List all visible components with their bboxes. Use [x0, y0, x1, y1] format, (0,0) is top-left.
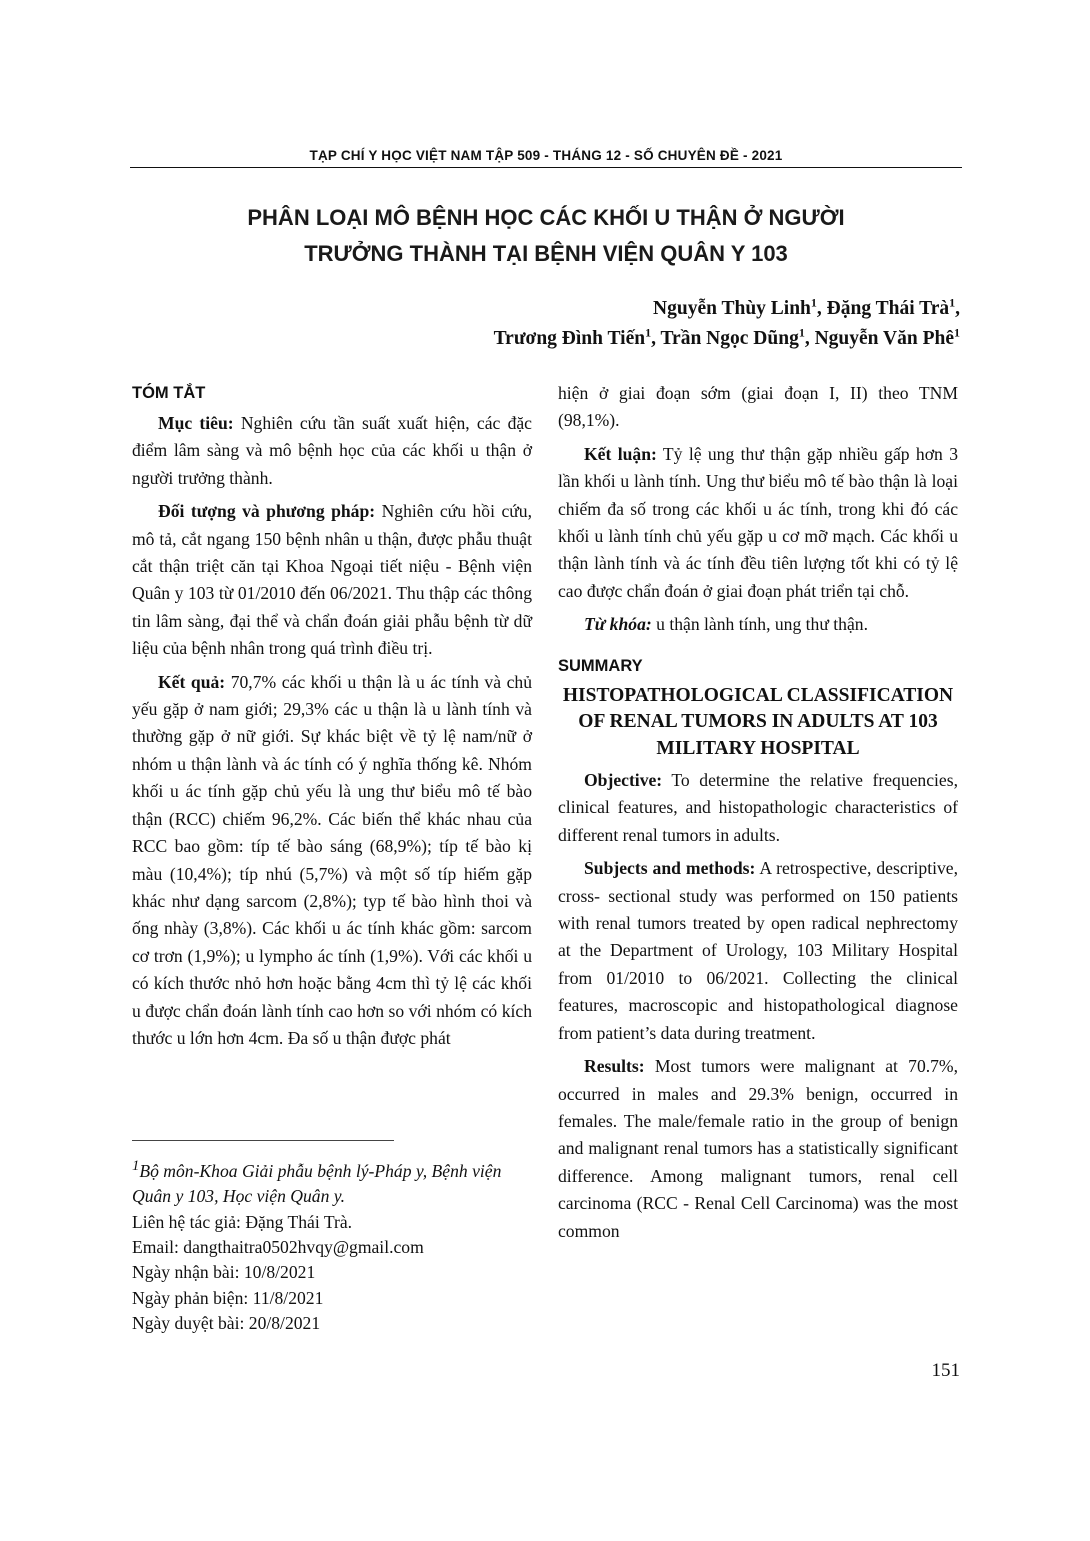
author-line-1 [300, 294, 960, 324]
results-text: 70,7% các khối u thận là u ác tính và chủ yếu gặp ở nam giới; 29,3% các u thận là u lành tính và thường gặp ở nữ giới. Sự khác biệt về tỷ lệ nam/nữ ở nhóm u thận lành và ác tính có ý nghĩa thống kê. Nhóm khối u ác tính gặp chủ yếu là ung thư biểu mô tế bào thận (RCC) chiếm 96,2%. Các biến thể khác nhau của RCC bao gồm: típ tế bào sáng (68,9%); típ tế bào kị màu (10,4%); típ nhú (5,7%) và một số típ hiếm gặp khác như dạng sarcom (2,8%); typ tế bào hình thoi và ống nhày (3,8%). Các khối u ác tính khác gồm: sarcom cơ trơn (1,9%); u lympho ác tính (1,9%). Với các khối u có kích thước nhỏ hơn hoặc bằng 4cm thì tỷ lệ các khối u được chẩn đoán lành tính cao hơn so với nhóm có kích thước u lớn hơn 4cm. Đa số u thận được phát [132, 671, 532, 1048]
author-name: Nguyễn Văn Phê [814, 328, 954, 349]
affiliation-mark: 1 [645, 325, 652, 340]
author-separator: , [651, 328, 661, 349]
summary-methods-text: A retrospective, descriptive, cross- sectional study was performed on 150 patients with renal tumors treated by open radical nephrectomy at the Department of Urology, 103 Military Hospital from 01/2010 to 06/2021. Collecting the clinical features, macroscopic and histopathological diagnose from patient’s data during treatment. [558, 858, 958, 1043]
title-line-1: PHÂN LOẠI MÔ BỆNH HỌC CÁC KHỐI U THẬN Ở NGƯỜI [247, 205, 845, 230]
date-reviewed: Ngày phản biện: 11/8/2021 [132, 1287, 324, 1308]
affiliation-mark: 1 [132, 1158, 140, 1174]
affiliation-mark: 1 [810, 295, 817, 310]
contact-author: Liên hệ tác giả: Đặng Thái Trà. [132, 1211, 353, 1232]
keywords-text: u thận lành tính, ung thư thận. [651, 614, 868, 635]
methods-label: Đối tượng và phương pháp: [158, 501, 376, 522]
summary-objective-paragraph [558, 767, 958, 849]
abstract-heading: TÓM TẮT [132, 384, 206, 402]
left-column [132, 380, 532, 1058]
title-line-2: TRƯỞNG THÀNH TẠI BỆNH VIỆN QUÂN Y 103 [304, 241, 788, 266]
header-rule [130, 167, 962, 168]
date-received: Ngày nhận bài: 10/8/2021 [132, 1262, 316, 1283]
results-label: Kết quả: [158, 671, 226, 692]
affiliation-mark: 1 [954, 325, 960, 340]
contact-email: Email: dangthaitra0502hvqy@gmail.com [132, 1237, 424, 1258]
article-title [130, 200, 962, 272]
conclusion-label: Kết luận: [584, 443, 657, 464]
author-list [300, 294, 960, 354]
summary-methods-paragraph [558, 855, 958, 1047]
objective-label: Mục tiêu: [158, 413, 234, 433]
summary-results-label: Results: [584, 1056, 645, 1077]
summary-objective-text: To determine the relative frequencies, clinical features, and histopathologic characteristics of different renal tumors in adults. [558, 770, 958, 845]
author-separator: , [816, 298, 827, 319]
keywords-label: Từ khóa: [584, 614, 652, 635]
methods-paragraph [132, 498, 532, 662]
summary-results-text: Most tumors were malignant at 70.7%, occurred in males and 29.3% benign, occurred in females. The male/female ratio in the group of benign and malignant renal tumors has a statistically significant difference. Among malignant tumors, renal cell carcinoma (RCC - Renal Cell Carcinoma) was the most common [558, 1056, 958, 1241]
date-accepted: Ngày duyệt bài: 20/8/2021 [132, 1313, 321, 1334]
summary-objective-label: Objective: [584, 770, 663, 791]
keywords-paragraph [558, 611, 958, 638]
objective-text: Nghiên cứu tần suất xuất hiện, các đặc điểm lâm sàng và mô bệnh học của các khối u thận ở người trưởng thành. [132, 413, 532, 488]
objective-paragraph [132, 410, 532, 492]
journal-header: TẠP CHÍ Y HỌC VIỆT NAM TẬP 509 - THÁNG 12 - SỐ CHUYÊN ĐỀ - 2021 [309, 148, 783, 163]
author-separator: , [955, 298, 960, 319]
page-number: 151 [931, 1360, 960, 1381]
affiliation-text: Bộ môn-Khoa Giải phẫu bệnh lý-Pháp y, Bệnh viện Quân y 103, Học viện Quân y. [132, 1160, 502, 1207]
footnotes [132, 1154, 542, 1337]
author-name: Nguyễn Thùy Linh [653, 298, 811, 319]
conclusion-text: Tỷ lệ ung thư thận gặp nhiều gấp hơn 3 lần khối u lành tính. Ung thư biểu mô tế bào thận là loại chiếm đa số trong các khối u ác tính, trong khi đó các khối u lành tính chủ yếu gặp u cơ mỡ mạch. Các khối u thận lành tính và ác tính đều tiên lượng tốt khi có tỷ lệ cao được chẩn đoán ở giai đoạn phát triển tại chỗ. [558, 443, 958, 601]
methods-text: Nghiên cứu hồi cứu, mô tả, cắt ngang 150 bệnh nhân u thận, được phẫu thuật cắt thận triệt căn tại Khoa Ngoại tiết niệu - Bệnh viện Quân y 103 từ 01/2010 đến 06/2021. Thu thập các thông tin lâm sàng, đại thể và chẩn đoán giải phẫu bệnh từ dữ liệu của bệnh nhân trong quá trình điều trị. [132, 501, 532, 659]
results-paragraph [132, 669, 532, 1053]
affiliation-mark: 1 [949, 295, 956, 310]
summary-heading: SUMMARY [558, 656, 643, 675]
author-name: Đặng Thái Trà [826, 298, 950, 319]
summary-results-paragraph [558, 1053, 958, 1245]
author-name: Trương Đình Tiến [493, 328, 646, 349]
affiliation-mark: 1 [798, 325, 805, 340]
summary-methods-label: Subjects and methods: [584, 858, 756, 879]
author-separator: , [804, 328, 815, 349]
author-name: Trần Ngọc Dũng [660, 328, 799, 349]
summary-title: HISTOPATHOLOGICAL CLASSIFICATION OF RENAL TUMORS IN ADULTS AT 103 MILITARY HOSPITAL [562, 684, 954, 760]
footnote-rule [132, 1140, 394, 1141]
affiliation-note [132, 1154, 542, 1210]
author-line-2 [300, 324, 960, 354]
right-column [558, 380, 958, 1251]
results-continuation: hiện ở giai đoạn sớm (giai đoạn I, II) theo TNM (98,1%). [558, 383, 958, 431]
conclusion-paragraph [558, 441, 958, 605]
